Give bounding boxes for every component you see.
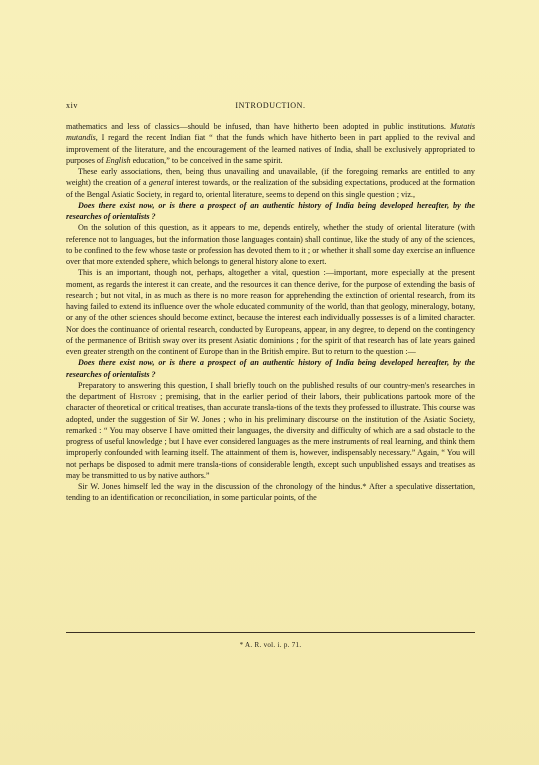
body-paragraph xyxy=(66,481,475,504)
text-run: Sir W. Jones himself led the way in the discussion of the chronology of the hindus.* After a speculative dissertation, tending to an identification or reconciliation, in some particular points, of the xyxy=(66,482,475,503)
body-text xyxy=(66,121,475,504)
text-run: mathematics and less of classics—should be infused, than have hitherto been adopted in public institutions. xyxy=(66,122,451,131)
text-run: On the solution of this question, as it appears to me, depends entirely, whether the study of oriental literature (with reference not to languages, but the information those languages contain) shall continue, like the study of any of the sciences, to be confined to the few whose taste or profession has devoted them to it ; or whether it shall some day exercise an influence over that more extended sphere, which belongs to general history alone to exert. xyxy=(66,223,475,266)
running-title: INTRODUCTION. xyxy=(235,101,306,110)
text-run: interest towards, or the realization of the subsiding expectations, produced at the formation of the Bengal Asiatic Society, in regard to, oriental literature, seems to depend on this single question ; viz., xyxy=(66,178,475,199)
text-run: Does there exist now, or is there a prospect of an authentic history of India being developed hereafter, by the researches of orientalists ? xyxy=(66,358,475,379)
body-paragraph xyxy=(66,222,475,267)
question-paragraph xyxy=(66,200,475,223)
footnote-rule xyxy=(66,632,475,633)
text-run: These early associations, then, being thus unavailing and unavailable, (if the foregoing remarks are entitled to any weight) the creation of a xyxy=(66,167,475,188)
question-paragraph xyxy=(66,357,475,380)
text-run: education,” to be conceived in the same spirit. xyxy=(130,155,283,165)
body-paragraph xyxy=(66,380,475,481)
page-header xyxy=(66,101,475,113)
body-paragraph xyxy=(66,267,475,357)
italic-phrase: general xyxy=(148,178,174,188)
italic-phrase: Mutatis mutandis xyxy=(66,122,475,143)
small-caps-phrase: History xyxy=(129,392,157,401)
text-run: Preparatory to answering this question, I shall briefly touch on the published results of our country-men's researches in the department of xyxy=(66,380,475,401)
text-run: ; premising, that in the earlier period of their labors, their publications partook more of the character of theoretical or critical treatises, than accurate transla-tions of the texts they professed to illustrate. This course was adopted, under the suggestion of Sir W. Jones ; who in his preliminary discourse on the institution of the Asiatic Society, remarked : “ You may observe I have omitted their languages, the diversity and difficulty of which are a sad obstacle to the progress of useful knowledge ; but I have ever considered languages as the mere instruments of real learning, and think them improperly confounded with learning itself. The attainment of them is, however, indispensably necessary.” Again, “ You will not perhaps be disposed to admit mere transla-tions of considerable length, except such unpublished essays and treatises as may be transmitted to us by native authors.” xyxy=(66,392,475,480)
italic-phrase: English xyxy=(105,155,131,165)
text-run: This is an important, though not, perhaps, altogether a vital, question :—important, more especially at the present moment, as regards the interest it can create, and the resources it can thence derive, for the purpose of extending the basis of research ; but not vital, in as much as there is no more reason for apprehending the extinction of oriental research, from its having failed to extend its influence over the whole educated community of the world, than that geology, mineralogy, botany, or any of the other sciences should become extinct, because the interest each individually possesses is of a limited character. Nor does the continuance of oriental research, conducted by Europeans, appear, in any degree, to depend on the contingency of the permanence of British sway over its present Asiatic dominions ; for the spirit of that research has of late years gained even greater strength on the continent of Europe than in the British empire. But to return to the question :— xyxy=(66,268,475,356)
text-run: Does there exist now, or is there a prospect of an authentic history of India being developed hereafter, by the researches of orientalists ? xyxy=(66,200,475,221)
page-number: xiv xyxy=(66,101,79,110)
body-paragraph xyxy=(66,121,475,166)
text-run: , I regard the recent Indian fiat “ that the funds which have hitherto been in part applied to the revival and improvement of the literature, and the encouragement of the learned natives of India, shall be exclusively appropriated to purposes of xyxy=(66,133,475,165)
body-paragraph xyxy=(66,166,475,200)
footnote: * A. R. vol. i. p. 71. xyxy=(239,641,302,649)
